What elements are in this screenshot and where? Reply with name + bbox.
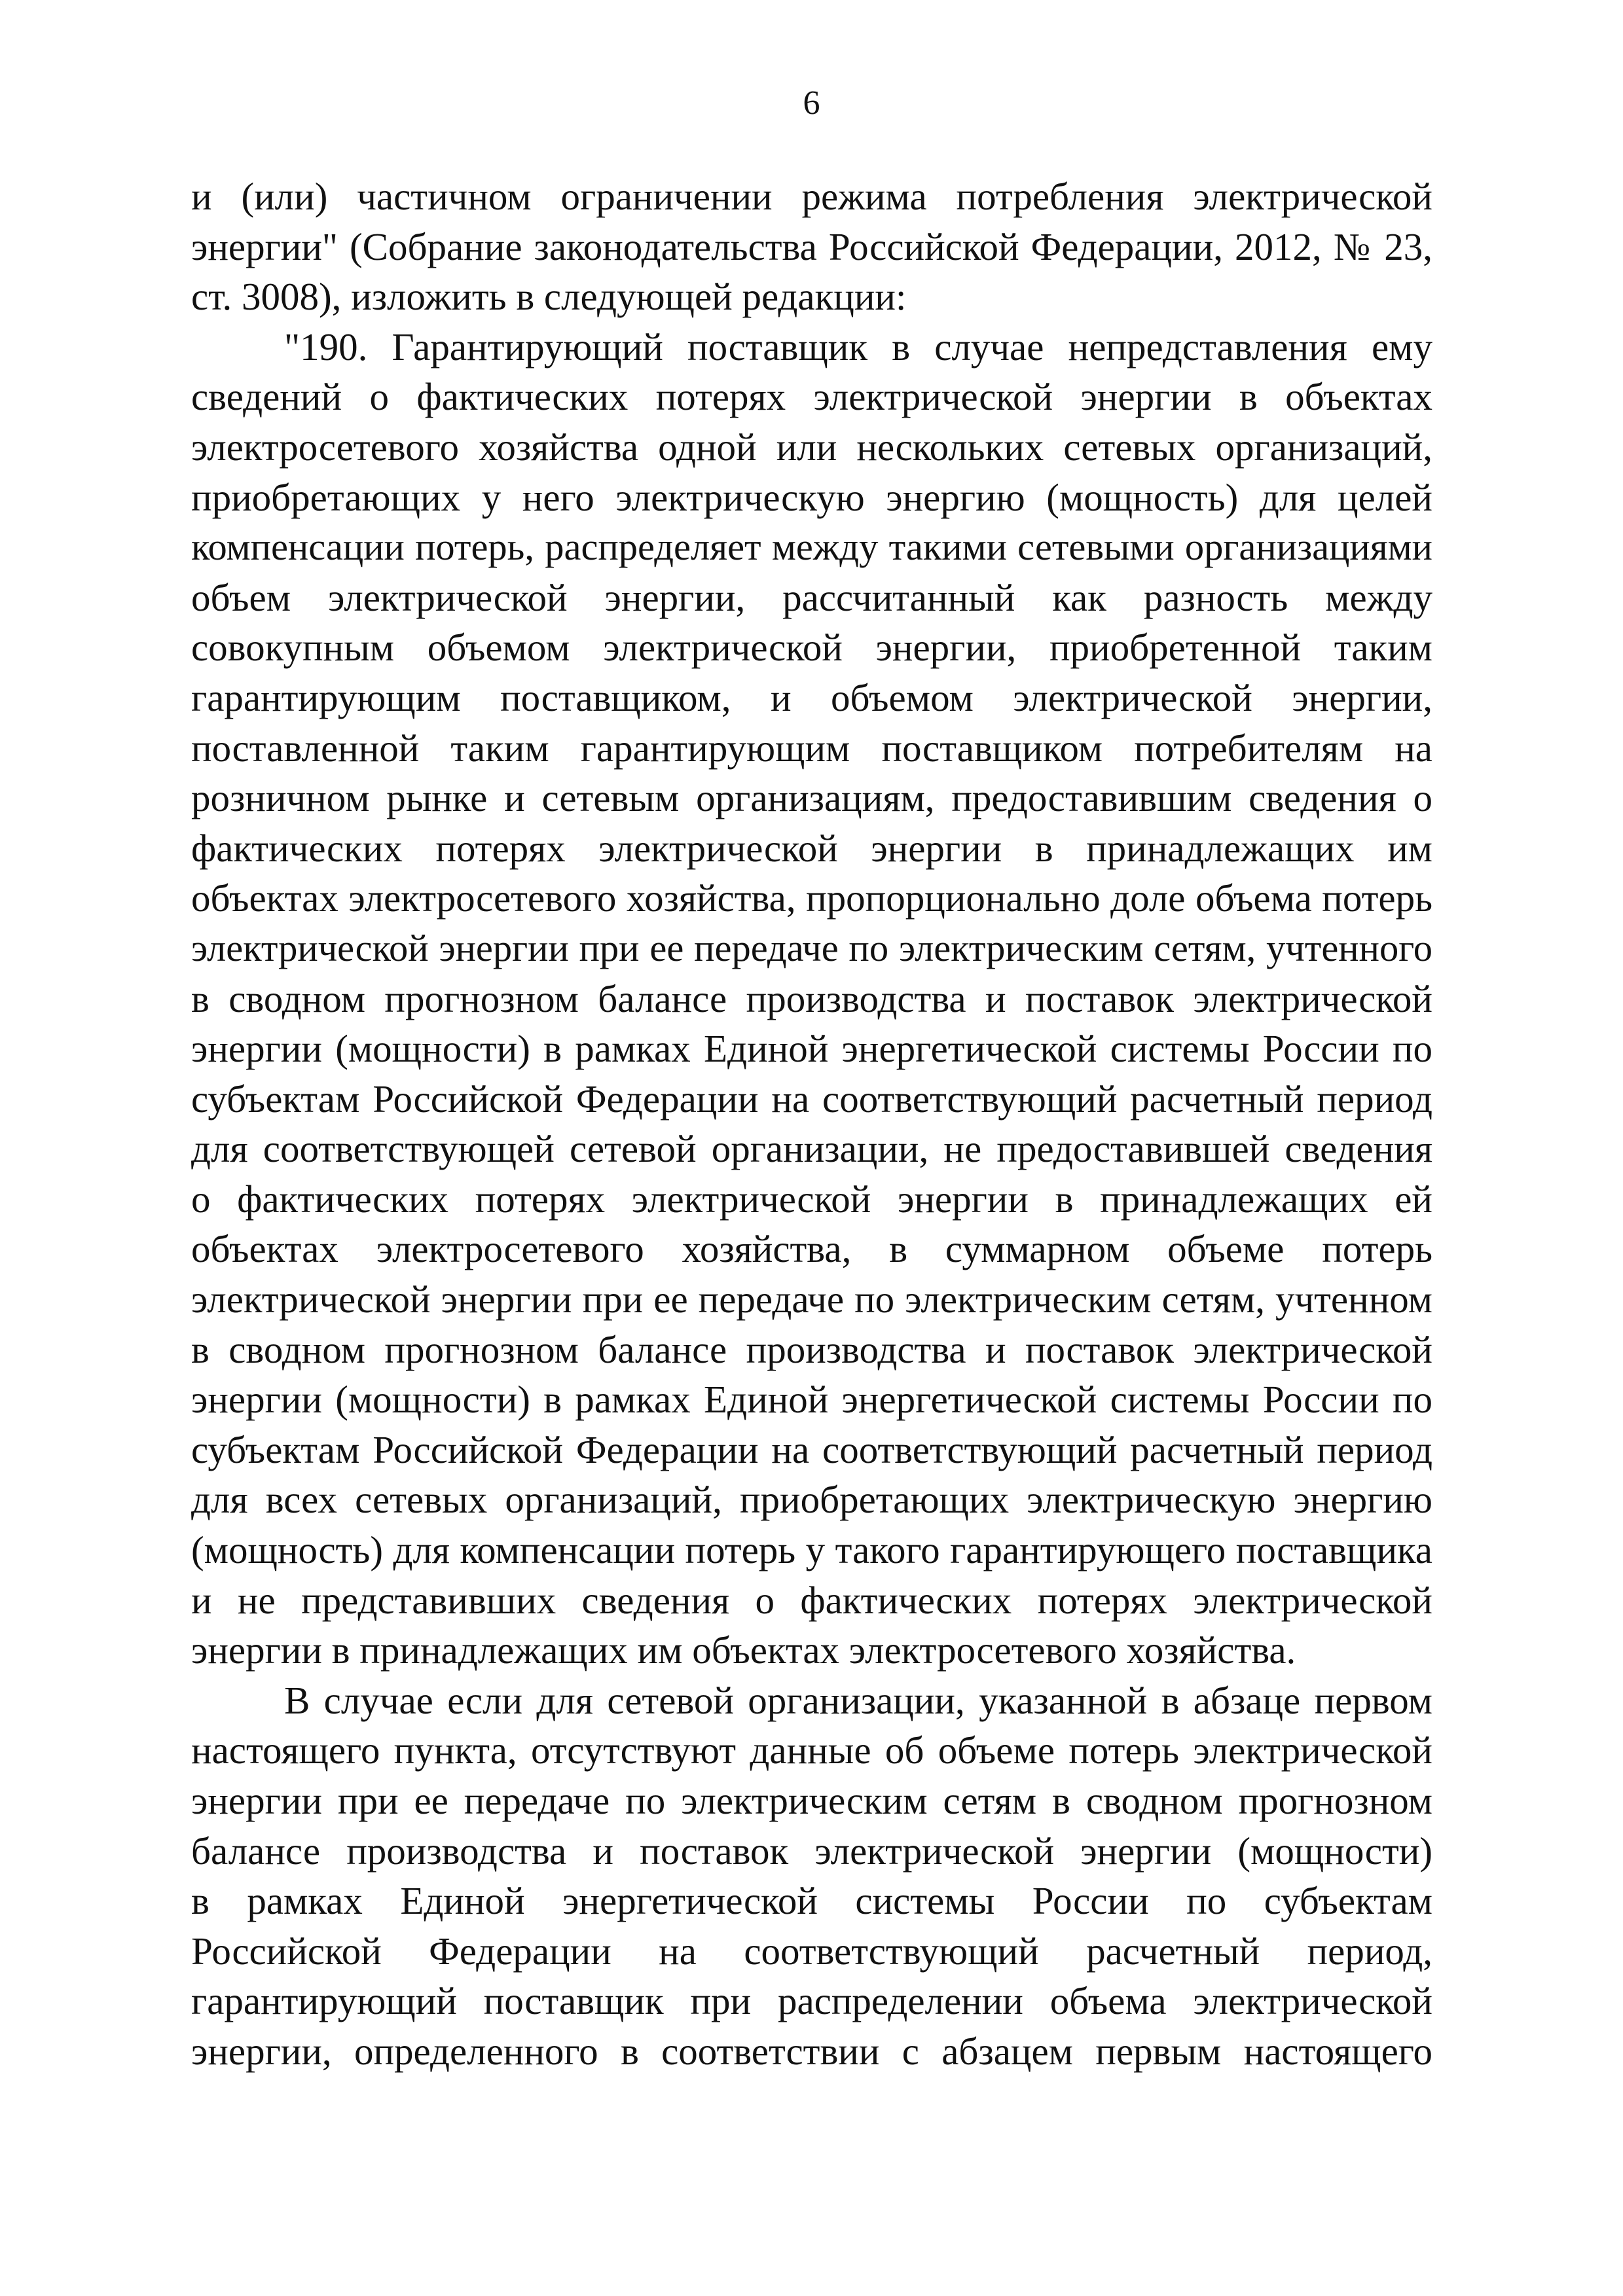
text-line: Российской Федерации на соответствующий расчетный период, — [191, 1929, 1432, 1973]
text-line: гарантирующий поставщик при распределении объема электрической — [191, 1979, 1432, 2023]
text-line: гарантирующим поставщиком, и объемом электрической энергии, — [191, 675, 1432, 719]
text-line: сведений о фактических потерях электрической энергии в объектах — [191, 375, 1432, 419]
text-line: розничном рынке и сетевым организациям, предоставившим сведения о — [191, 776, 1432, 820]
text-line: электросетевого хозяйства одной или нескольких сетевых организаций, — [191, 425, 1432, 469]
text-line: компенсации потерь, распределяет между такими сетевыми организациями — [191, 526, 1432, 569]
text-line: (мощность) для компенсации потерь у такого гарантирующего поставщика — [191, 1528, 1432, 1572]
text-line: в сводном прогнозном балансе производства и поставок электрической — [191, 1327, 1432, 1371]
text-line: объектах электросетевого хозяйства, пропорционально доле объема потерь — [191, 876, 1432, 920]
text-line: фактических потерях электрической энергии в принадлежащих им — [191, 826, 1432, 870]
text-line: о фактических потерях электрической энергии в принадлежащих ей — [191, 1177, 1432, 1221]
text-line: балансе производства и поставок электрической энергии (мощности) — [191, 1829, 1432, 1873]
text-line: совокупным объемом электрической энергии, приобретенной таким — [191, 626, 1432, 670]
text-line: для соответствующей сетевой организации, не предоставившей сведения — [191, 1127, 1432, 1171]
text-line: энергии при ее передаче по электрическим сетям в сводном прогнозном — [191, 1779, 1432, 1822]
text-line: электрической энергии при ее передаче по электрическим сетям, учтенном — [191, 1278, 1432, 1321]
text-line: субъектам Российской Федерации на соответствующий расчетный период — [191, 1427, 1432, 1471]
text-line: в рамках Единой энергетической системы России по субъектам — [191, 1879, 1432, 1923]
text-line: энергии (мощности) в рамках Единой энергетической системы России по — [191, 1027, 1432, 1071]
text-line: поставленной таким гарантирующим поставщиком потребителям на — [191, 726, 1432, 770]
text-line: энергии в принадлежащих им объектах электросетевого хозяйства. — [191, 1628, 1296, 1672]
page-number: 6 — [803, 84, 820, 122]
text-line: субъектам Российской Федерации на соответствующий расчетный период — [191, 1077, 1432, 1121]
document-body — [191, 171, 1432, 2077]
text-line: и (или) частичном ограничении режима потребления электрической — [191, 175, 1432, 218]
text-line: энергии (мощности) в рамках Единой энергетической системы России по — [191, 1378, 1432, 1422]
text-line: в сводном прогнозном балансе производства и поставок электрической — [191, 977, 1432, 1020]
text-line: объектах электросетевого хозяйства, в суммарном объеме потерь — [191, 1227, 1432, 1271]
text-line: В случае если для сетевой организации, указанной в абзаце первом — [284, 1678, 1432, 1722]
text-line: для всех сетевых организаций, приобретающих электрическую энергию — [191, 1478, 1432, 1522]
text-line: энергии, определенного в соответствии с абзацем первым настоящего — [191, 2029, 1432, 2073]
text-line: приобретающих у него электрическую энергию (мощность) для целей — [191, 475, 1432, 519]
text-line: настоящего пункта, отсутствуют данные об объеме потерь электрической — [191, 1729, 1432, 1772]
text-line: "190. Гарантирующий поставщик в случае непредставления ему — [284, 325, 1432, 368]
text-line: электрической энергии при ее передаче по электрическим сетям, учтенного — [191, 926, 1432, 969]
text-line: и не представивших сведения о фактических потерях электрической — [191, 1578, 1432, 1622]
text-line: объем электрической энергии, рассчитанный как разность между — [191, 575, 1432, 619]
text-line: ст. 3008), изложить в следующей редакции: — [191, 275, 907, 319]
text-line: энергии" (Собрание законодательства Российской Федерации, 2012, № 23, — [191, 224, 1432, 268]
